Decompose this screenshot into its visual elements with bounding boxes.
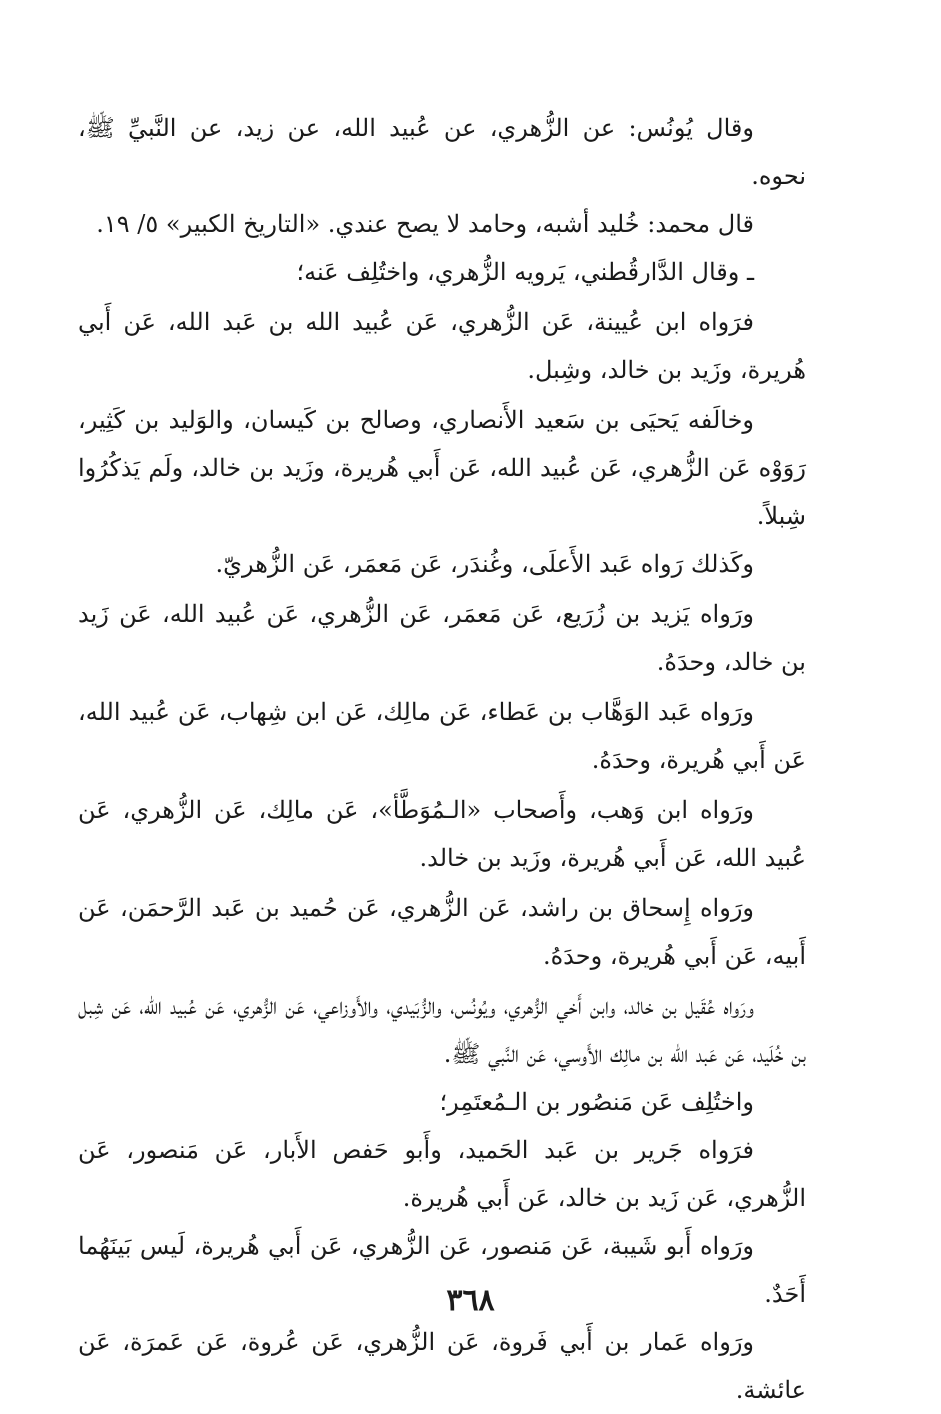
paragraph: وخالَفه يَحيَى بن سَعيد الأَنصاري، وصالح بن كَيسان، والوَليد بن كَثِير، رَوَوْه عَن الزُّهري، عَن عُبيد الله، عَن أَبي هُريرة، وزَيد بن خالد، ولَم يَذكُرُوا شِبلاً. bbox=[78, 406, 806, 530]
paragraph: ـ وقال الدَّارقُطني، يَرويه الزُّهري، واختُلِف عَنه؛ bbox=[296, 258, 754, 286]
paragraph: وكَذلك رَواه عَبد الأَعلَى، وغُندَر، عَن مَعمَر، عَن الزُّهريّ. bbox=[215, 550, 754, 578]
paragraph: ورَواه أَبو شَيبة، عَن مَنصور، عَن الزُّهري، عَن أَبي هُريرة، لَيس بَينَهُما أَحَدٌ. bbox=[78, 1232, 806, 1308]
paragraph: ورَواه عُقَيل بن خالد، وابن أَخي الزُّهري، ويُونُس، والزُّبَيدي، والأَوزاعي، عَن الزُّهري، عَن عُبيد الله، عَن شِبل بن خُلَيد، عَن عَبد الله بن مالِك الأَوسي، عَن النَّبي ﷺ. bbox=[78, 992, 806, 1068]
paragraph: ورَواه عَمار بن أَبي فَروة، عَن الزُّهري، عَن عُروة، عَن عَمرَة، عَن عائشة. bbox=[78, 1328, 806, 1404]
page-number: ٣٦٨ bbox=[446, 1283, 495, 1318]
paragraph: ورَواه ابن وَهب، وأَصحاب «الـمُوَطَّأ»، عَن مالِك، عَن الزُّهري، عَن عُبيد الله، عَن أَبي هُريرة، وزَيد بن خالد. bbox=[78, 796, 806, 872]
paragraph: ورَواه يَزيد بن زُرَيع، عَن مَعمَر، عَن الزُّهري، عَن عُبيد الله، عَن زَيد بن خالد، وحدَهُ. bbox=[78, 600, 806, 676]
paragraph: قال محمد: خُليد أشبه، وحامد لا يصح عندي. «التاريخ الكبير» ٥/ ١٩. bbox=[96, 210, 754, 238]
paragraph: واختُلِف عَن مَنصُور بن الـمُعتَمِر؛ bbox=[439, 1088, 754, 1116]
paragraph: ورَواه إِسحاق بن راشد، عَن الزُّهري، عَن حُميد بن عَبد الرَّحمَن، عَن أَبيه، عَن أَبي هُريرة، وحدَهُ. bbox=[78, 894, 806, 970]
body-text bbox=[78, 104, 806, 1414]
paragraph: فرَواه ابن عُيينة، عَن الزُّهري، عَن عُبيد الله بن عَبد الله، عَن أَبي هُريرة، وزَيد بن خالد، وشِبل. bbox=[78, 308, 806, 384]
paragraph: ورَواه عَبد الوَهَّاب بن عَطاء، عَن مالِك، عَن ابن شِهاب، عَن عُبيد الله، عَن أَبي هُريرة، وحدَهُ. bbox=[78, 698, 806, 774]
paragraph: وقال يُونُس: عن الزُّهري، عن عُبيد الله، عن زيد، عن النَّبيِّ ﷺ، نحوه. bbox=[78, 114, 806, 190]
paragraph: فرَواه جَرير بن عَبد الحَميد، وأَبو حَفص الأَبار، عَن مَنصور، عَن الزُّهري، عَن زَيد بن خالد، عَن أَبي هُريرة. bbox=[78, 1136, 806, 1212]
